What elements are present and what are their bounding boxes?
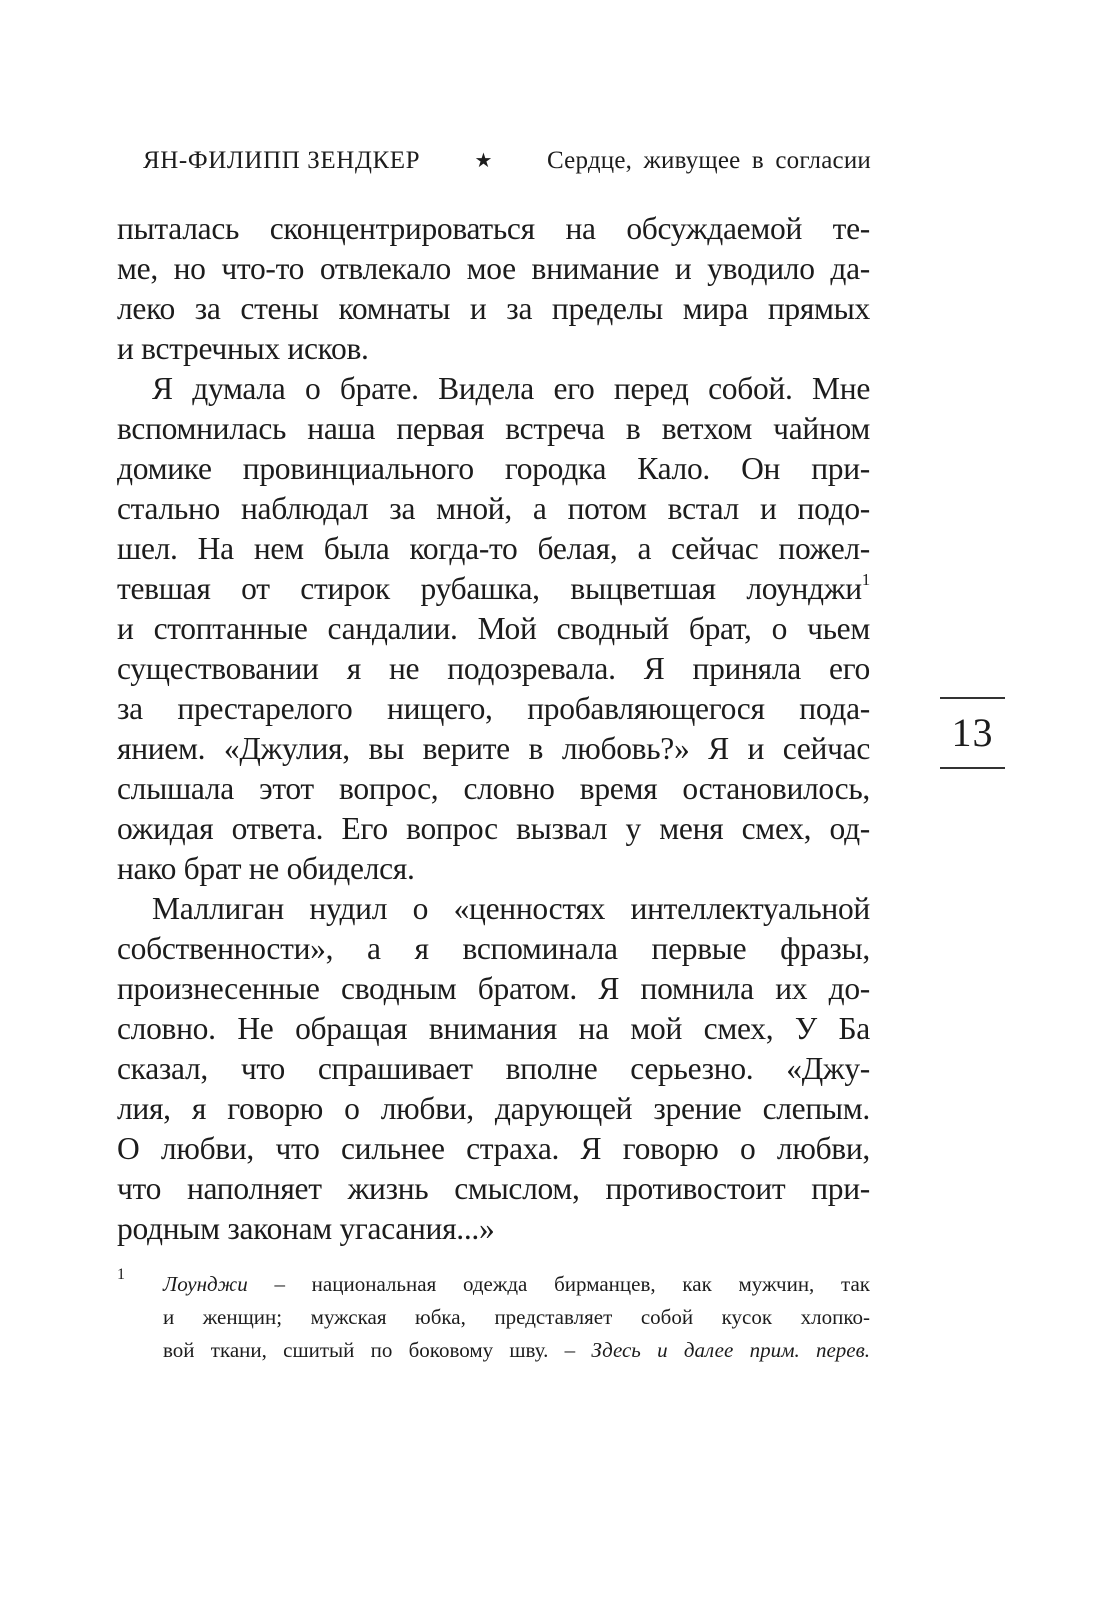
text-line: родным законам угасания...» xyxy=(117,1211,495,1246)
text-line: стально наблюдал за мной, а потом встал и подо- xyxy=(117,491,870,526)
text-line: пыталась сконцентрироваться на обсуждаемой те- xyxy=(117,211,870,246)
text-line: О любви, что сильнее страха. Я говорю о любви, xyxy=(117,1131,870,1166)
text-line: янием. «Джулия, вы верите в любовь?» Я и сейчас xyxy=(117,731,870,766)
text-line: ме, но что-то отвлекало мое внимание и уводило да- xyxy=(117,251,870,286)
star-icon: ★ xyxy=(474,150,493,172)
footnote xyxy=(117,1268,870,1367)
text-line xyxy=(117,569,870,609)
text-line: сказал, что спрашивает вполне серьезно. «Джу- xyxy=(117,1051,870,1086)
text-line: и стоптанные сандалии. Мой сводный брат, о чьем xyxy=(117,611,870,646)
footnote-text: – национальная одежда бирманцев, как мужчин, так xyxy=(247,1272,870,1296)
running-head-author: ЯН-ФИЛИПП ЗЕНДКЕР xyxy=(143,147,421,174)
text-line: нако брат не обиделся. xyxy=(117,851,415,886)
text-line-content: тевшая от стирок рубашка, выцветшая лоунджи xyxy=(117,571,862,606)
page-number: 13 xyxy=(951,710,994,755)
text-line: Маллиган нудил о «ценностях интеллектуальной xyxy=(152,891,870,926)
text-line: леко за стены комнаты и за пределы мира прямых xyxy=(117,291,870,326)
running-head xyxy=(143,144,871,178)
running-head-book-title: Сердце, живущее в согласии xyxy=(546,147,871,174)
paragraph xyxy=(117,369,870,889)
paragraph xyxy=(117,209,870,369)
footnote-text: вой ткани, сшитый по боковому шву. – xyxy=(163,1338,592,1362)
footnote-line xyxy=(163,1268,870,1301)
text-line: собственности», а я вспоминала первые фразы, xyxy=(117,931,870,966)
text-line: произнесенные сводным братом. Я помнила их до- xyxy=(117,971,870,1006)
text-line: лия, я говорю о любви, дарующей зрение слепым. xyxy=(117,1091,870,1126)
text-line: словно. Не обращая внимания на мой смех, У Ба xyxy=(117,1011,870,1046)
footnote-reference[interactable]: 1 xyxy=(861,570,870,589)
text-line: Я думала о брате. Видела его перед собой. Мне xyxy=(152,371,870,406)
footnote-mark: 1 xyxy=(117,1266,125,1283)
text-line: и встречных исков. xyxy=(117,331,369,366)
body-text xyxy=(117,209,870,1249)
text-line: ожидая ответа. Его вопрос вызвал у меня смех, од- xyxy=(117,811,870,846)
footnote-line xyxy=(163,1334,870,1367)
page-number-box xyxy=(940,697,1005,769)
footnote-line: и женщин; мужская юбка, представляет собой кусок хлопко- xyxy=(163,1305,870,1329)
footnote-body xyxy=(163,1268,870,1367)
text-line: за престарелого нищего, пробавляющегося пода- xyxy=(117,691,870,726)
paragraph xyxy=(117,889,870,1249)
text-line: что наполняет жизнь смыслом, противостоит при- xyxy=(117,1171,870,1206)
text-line: шел. На нем была когда-то белая, а сейчас пожел- xyxy=(117,531,870,566)
text-line: слышала этот вопрос, словно время остановилось, xyxy=(117,771,870,806)
text-line: вспомнилась наша первая встреча в ветхом чайном xyxy=(117,411,870,446)
text-line: домике провинциального городка Кало. Он при- xyxy=(117,451,870,486)
text-line: существовании я не подозревала. Я приняла его xyxy=(117,651,870,686)
footnote-term: Лоунджи xyxy=(163,1272,248,1296)
translator-note: Здесь и далее прим. перев. xyxy=(591,1338,870,1362)
